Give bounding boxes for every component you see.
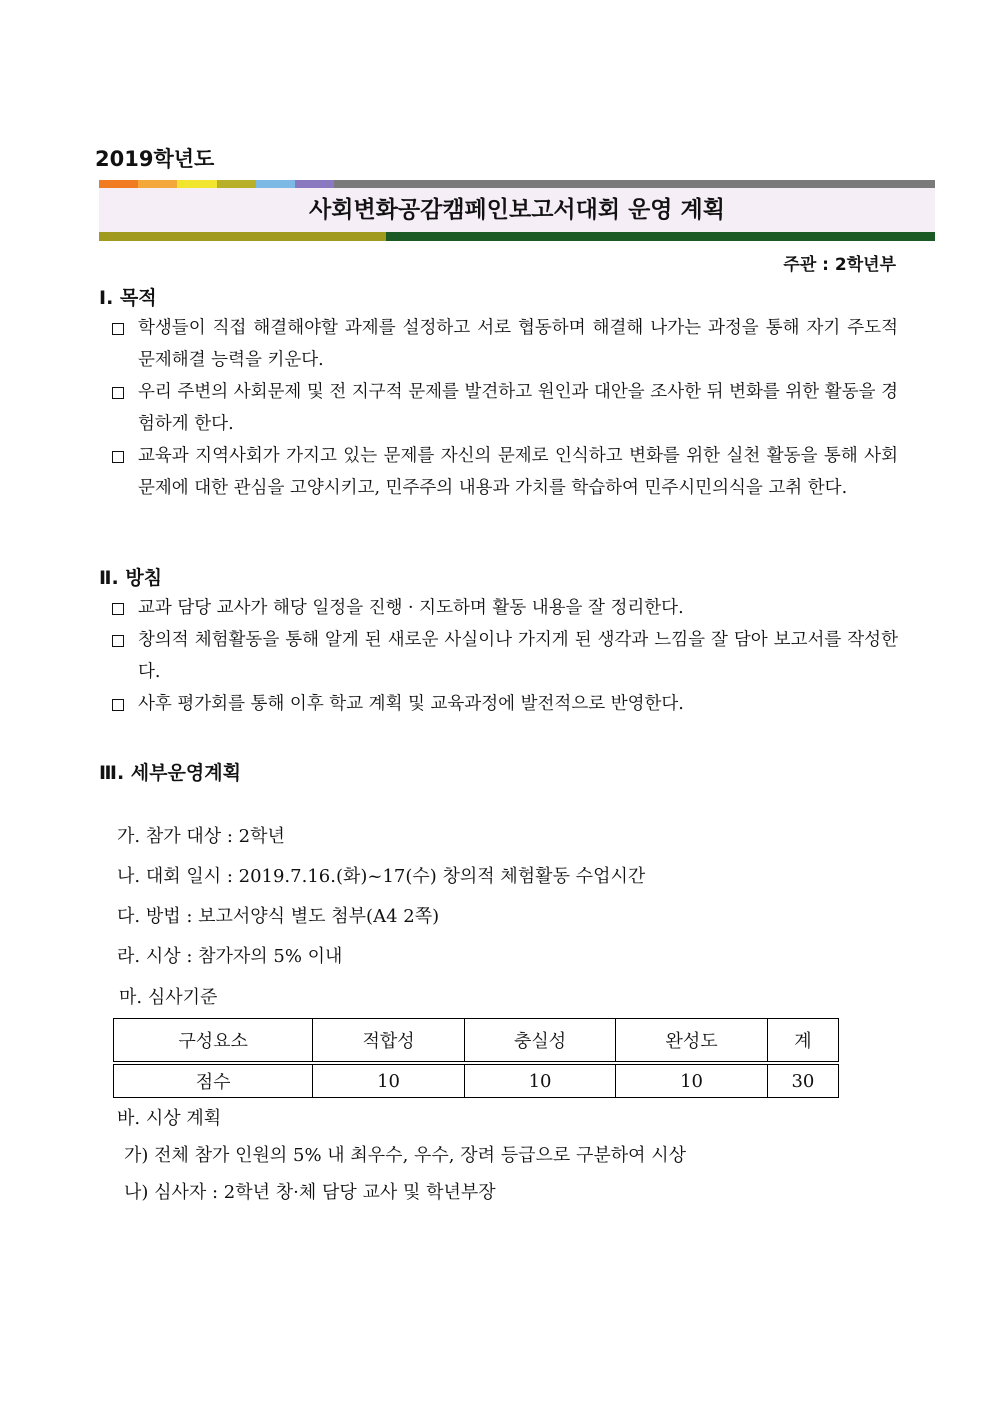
checkbox-icon [112, 451, 124, 463]
section-heading-purpose: Ⅰ. 목적 [99, 287, 157, 309]
purpose-item-2 [112, 376, 898, 440]
stripe-gray [334, 180, 935, 188]
table-header-cell: 적합성 [313, 1019, 465, 1064]
table-cell: 30 [767, 1063, 838, 1098]
table-header-cell: 완성도 [616, 1019, 768, 1064]
plan-item-target: 가. 참가 대상 : 2학년 [117, 826, 285, 847]
table-cell: 10 [313, 1063, 465, 1098]
table-header-cell: 구성요소 [114, 1019, 313, 1064]
policy-item-1-text: 교과 담당 교사가 해당 일정을 진행 · 지도하며 활동 내용을 잘 정리한다. [138, 598, 684, 618]
title-underline-bar [99, 232, 935, 241]
table-header-row [114, 1019, 839, 1064]
color-stripe [99, 180, 935, 188]
table-row [114, 1063, 839, 1098]
policy-item-1 [112, 592, 898, 624]
bar-green [386, 232, 935, 241]
table-header-cell: 충실성 [464, 1019, 616, 1064]
table-cell: 10 [464, 1063, 616, 1098]
plan-item-schedule: 나. 대회 일시 : 2019.7.16.(화)~17(수) 창의적 체험활동 수업시간 [117, 866, 646, 887]
plan-item-award: 라. 시상 : 참가자의 5% 이내 [117, 946, 343, 967]
criteria-table [113, 1018, 839, 1098]
policy-item-3 [112, 688, 898, 720]
purpose-item-3-text: 교육과 지역사회가 가지고 있는 문제를 자신의 문제로 인식하고 변화를 위한 실천 활동을 통해 사회문제에 대한 관심을 고양시키고, 민주주의 내용과 가치를 학습하여 민주시민의식을 고취 한다. [138, 446, 898, 498]
award-plan-item-2: 나) 심사자 : 2학년 창·체 담당 교사 및 학년부장 [124, 1182, 496, 1203]
checkbox-icon [112, 323, 124, 335]
checkbox-icon [112, 635, 124, 647]
stripe-amber [138, 180, 177, 188]
bar-olive [99, 232, 386, 241]
section-heading-plan: Ⅲ. 세부운영계획 [99, 762, 241, 784]
plan-item-criteria: 마. 심사기준 [119, 987, 218, 1008]
stripe-olive [217, 180, 256, 188]
stripe-yellow [177, 180, 217, 188]
checkbox-icon [112, 699, 124, 711]
table-header-cell: 계 [767, 1019, 838, 1064]
purpose-item-1-text: 학생들이 직접 해결해야할 과제를 설정하고 서로 협동하며 해결해 나가는 과정을 통해 자기 주도적 문제해결 능력을 키운다. [138, 318, 898, 370]
stripe-blue [256, 180, 295, 188]
policy-item-2-text: 창의적 체험활동을 통해 알게 된 새로운 사실이나 가지게 된 생각과 느낌을 잘 담아 보고서를 작성한다. [138, 630, 898, 682]
host-label: 주관 : 2학년부 [783, 255, 896, 275]
checkbox-icon [112, 603, 124, 615]
table-cell: 10 [616, 1063, 768, 1098]
document-title: 사회변화공감캠페인보고서대회 운영 계획 [99, 188, 935, 232]
section-heading-policy: Ⅱ. 방침 [99, 567, 163, 589]
purpose-item-2-text: 우리 주변의 사회문제 및 전 지구적 문제를 발견하고 원인과 대안을 조사한 뒤 변화를 위한 활동을 경험하게 한다. [138, 382, 898, 434]
year-label: 2019학년도 [95, 147, 215, 171]
stripe-purple [295, 180, 334, 188]
policy-item-3-text: 사후 평가회를 통해 이후 학교 계획 및 교육과정에 발전적으로 반영한다. [138, 694, 684, 714]
award-plan-heading: 바. 시상 계획 [117, 1108, 222, 1129]
award-plan-item-1: 가) 전체 참가 인원의 5% 내 최우수, 우수, 장려 등급으로 구분하여 시상 [124, 1145, 687, 1166]
purpose-item-1 [112, 312, 898, 376]
plan-item-method: 다. 방법 : 보고서양식 별도 첨부(A4 2쪽) [117, 906, 440, 927]
policy-item-2 [112, 624, 898, 688]
purpose-item-3 [112, 440, 898, 504]
table-cell: 점수 [114, 1063, 313, 1098]
checkbox-icon [112, 387, 124, 399]
stripe-orange [99, 180, 138, 188]
